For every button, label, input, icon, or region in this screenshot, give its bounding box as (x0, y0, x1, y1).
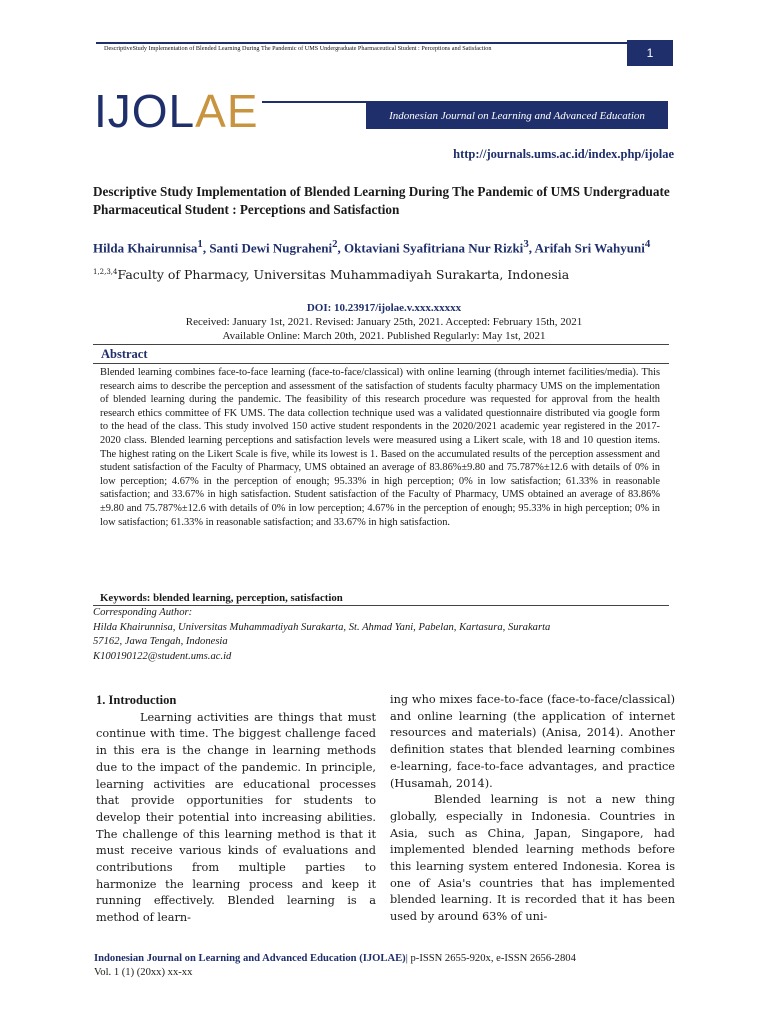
author-name: Arifah Sri Wahyuni (534, 240, 645, 256)
header-rule (96, 42, 672, 44)
author-affil-mark: 2 (332, 238, 338, 250)
journal-name: Indonesian Journal on Learning and Advanced Education (366, 103, 668, 129)
affiliation-mark: 1,2,3,4 (93, 267, 118, 276)
author-name: Hilda Khairunnisa (93, 240, 198, 256)
footer-journal-name: Indonesian Journal on Learning and Advanced Education (IJOLAE) (94, 953, 406, 964)
corresponding-address-2: 57162, Jawa Tengah, Indonesia (93, 636, 228, 648)
corresponding-author-block (93, 606, 669, 664)
author-affil-mark: 4 (644, 238, 651, 250)
running-title: DescriptiveStudy Implementation of Blended Learning During The Pandemic of UMS Undergraduate Pharmaceutical Student : Perceptions and Satisfaction (104, 45, 492, 52)
journal-name-band (262, 101, 668, 137)
body-paragraph: Blended learning is not a new thing globally, especially in Indonesia. Countries in Asia, such as China, Japan, Singapore, had implemented blended learning methods before this learning system entered Indonesia. Korea is one of Asia's countries that has implemented blended learning. It is recorded that it has been used by around 63% of uni- (390, 793, 675, 924)
page-number: 1 (627, 40, 673, 66)
author-name: Oktaviani Syafitriana Nur Rizki (344, 240, 524, 256)
received-dates: Received: January 1st, 2021. Revised: January 25th, 2021. Accepted: February 15th, 2021 (185, 316, 583, 328)
section-heading: 1. Introduction (96, 693, 177, 707)
author-affil-mark: 1 (197, 238, 203, 250)
footer-journal (94, 953, 694, 964)
abstract-text: Blended learning combines face-to-face learning (face-to-face/classical) with online learning (through internet facilities/media). This research aims to describe the perception and assessment of the satisfaction of students faculty pharmacy UMS on the implementation of blended learning during the pandemic. The feasibility of this research procedure was requested for approval from the health research ethics committee of FK UMS. The data collection technique used was a validated questionnaire distributed via google form to the head of the class. This study involved 150 active student respondents in the 2020/2021 academic year registered in the 2017-2020 class. Blended learning perceptions and satisfaction levels were measured using a Likert scale, with 18 and 10 question items. The highest rating on the Likert Scale is five, while its lowest is 1. Based on the accumulated results of the perception assessment and student satisfaction of the Faculty of Pharmacy, UMS obtained an average of 83.86%±9.80 and 75.787%±12.6 with details of 0% in low perception; 4.67% in the perception of enough; 95.33% in high perception; 0% in low satisfaction; 61.33% in reasonable satisfaction; and 33.67% in high satisfaction. Student satisfaction of the Faculty of Pharmacy, UMS obtained an average of 83.86%±9.80 and 75.787%±12.6 with details of 0% in low perception; 4.67% in the perception of enough; 95.33% in high perception; 0% in low satisfaction; 61.33% in reasonable satisfaction; and 33.67% in high satisfaction. (100, 367, 660, 528)
author-name: Santi Dewi Nugraheni (209, 240, 333, 256)
corresponding-email[interactable]: K100190122@student.ums.ac.id (93, 650, 232, 662)
body-column-right (390, 692, 675, 926)
journal-url-link[interactable]: http://journals.ums.ac.id/index.php/ijolae (453, 147, 674, 161)
logo-text-primary: IJOL (94, 85, 196, 137)
corresponding-address: Hilda Khairunnisa, Universitas Muhammadiyah Surakarta, St. Ahmad Yani, Pabelan, Kartasura, Surakarta (93, 621, 551, 633)
journal-logo (94, 85, 259, 137)
body-paragraph: ing who mixes face-to-face (face-to-face/classical) and online learning (the application of internet resources and materials) (Anisa, 2014). Another definition states that blended learning combines e-learning, face-to-face advantages, and practice (Husamah, 2014). (390, 693, 675, 790)
affiliation (93, 267, 683, 282)
abstract-heading-box (93, 344, 669, 364)
author-list: Hilda Khairunnisa$^1$, Santi Dewi Nugraheni$^2$, Oktaviani Syafitriana Nur Rizki$^3$, Arifah Sri Wahyuni$^4$ (93, 238, 651, 256)
logo-text-accent: AE (195, 85, 259, 137)
article-title: Descriptive Study Implementation of Blended Learning During The Pandemic of UMS Undergraduate Pharmaceutical Student : Perceptions and Satisfaction (93, 184, 670, 217)
footer-volume: Vol. 1 (1) (20xx) xx-xx (94, 967, 193, 978)
affiliation-text: Faculty of Pharmacy, Universitas Muhammadiyah Surakarta, Indonesia (117, 267, 570, 282)
doi-link[interactable]: DOI: 10.23917/ijolae.v.xxx.xxxxx (306, 302, 462, 314)
body-column-left (96, 692, 376, 927)
body-paragraph: Learning activities are things that must continue with time. The biggest challenge faced in this era is the change in learning methods due to the impact of the pandemic. In principle, learning activities are educational processes that provide opportunities for students to develop their potential into increasing abilities. The challenge of this learning method is that it must receive various kinds of evaluations and contributions from multiple parties to harmonize the learning process and keep it running effectively. Blended learning is a method of learn- (96, 710, 376, 925)
keywords: Keywords: blended learning, perception, satisfaction (100, 592, 343, 604)
abstract-heading: Abstract (101, 347, 148, 361)
corresponding-label: Corresponding Author: (93, 607, 193, 618)
footer-issn: | p-ISSN 2655-920x, e-ISSN 2656-2804 (405, 953, 576, 964)
online-dates: Available Online: March 20th, 2021. Published Regularly: May 1st, 2021 (222, 330, 546, 342)
author-affil-mark: 3 (523, 238, 529, 250)
